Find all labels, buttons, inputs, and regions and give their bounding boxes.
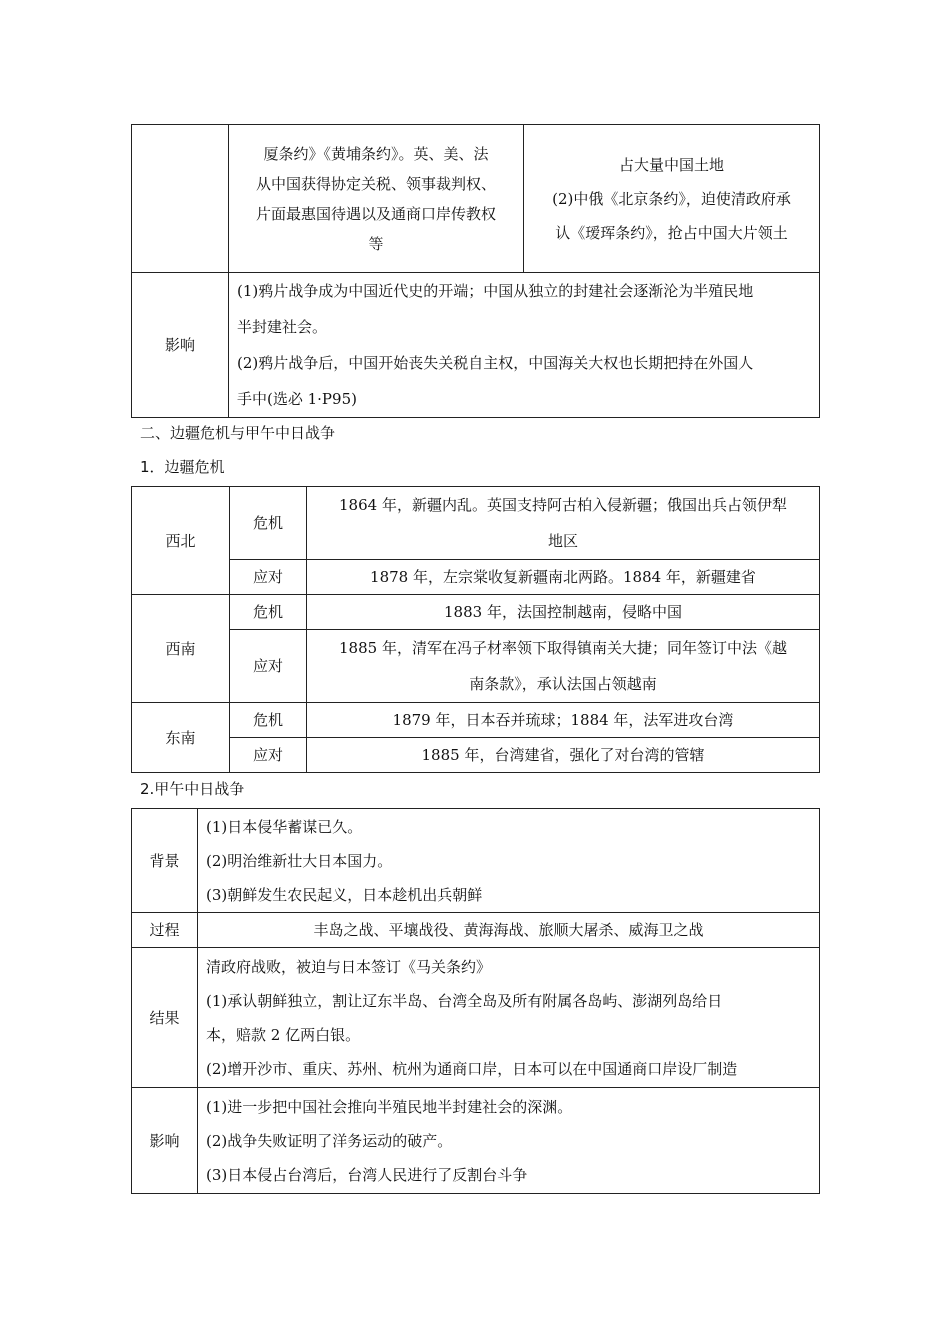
- row-label-background: 背景: [132, 809, 198, 913]
- row-label-process: 过程: [132, 913, 198, 948]
- text-line: 占大量中国土地: [618, 155, 724, 174]
- table-row: [132, 948, 820, 1088]
- text-line: 1885 年，清军在冯子材率领下取得镇南关大捷；同年签订中法《越: [339, 639, 787, 657]
- text-line: (2)鸦片战争后，中国开始丧失关税自主权，中国海关大权也长期把持在外国人: [237, 354, 754, 372]
- content-cell: [198, 1088, 820, 1194]
- text-line: 地区: [547, 532, 578, 550]
- content-cell: [198, 948, 820, 1088]
- text-line: (2)增开沙市、重庆、苏州、杭州为通商口岸，日本可以在中国通商口岸设厂制造: [206, 1059, 738, 1078]
- content-cell: 1878 年，左宗棠收复新疆南北两路。1884 年，新疆建省: [307, 560, 820, 595]
- frontier-crisis-table: [131, 486, 820, 773]
- text-line: 等: [368, 234, 384, 253]
- content-cell: [198, 809, 820, 913]
- subsection-heading-frontier: 1．边疆危机: [140, 458, 225, 476]
- treaty-cell-b: [524, 125, 820, 273]
- content-cell: 1879 年，日本吞并琉球；1884 年，法军进攻台湾: [307, 703, 820, 738]
- region-southwest: 西南: [132, 595, 230, 703]
- subsection-heading-war: 2.甲午中日战争: [140, 780, 245, 798]
- table-row: [132, 913, 820, 948]
- opium-war-table: [131, 124, 820, 418]
- content-cell: 1883 年，法国控制越南，侵略中国: [307, 595, 820, 630]
- type-cell: 应对: [230, 560, 307, 595]
- table-row: [132, 273, 820, 418]
- treaty-cell-a: [229, 125, 524, 273]
- row-label-influence: 影响: [132, 273, 229, 418]
- section-heading: 二、边疆危机与甲午中日战争: [140, 424, 336, 442]
- influence-cell: [229, 273, 820, 418]
- text-line: (2)战争失败证明了洋务运动的破产。: [206, 1131, 453, 1150]
- text-line: (1)承认朝鲜独立，割让辽东半岛、台湾全岛及所有附属各岛屿、澎湖列岛给日: [206, 991, 723, 1010]
- text-line: 厦条约》《黄埔条约》。英、美、法: [263, 144, 489, 163]
- text-line: (2)明治维新壮大日本国力。: [206, 851, 393, 870]
- type-cell: 危机: [230, 595, 307, 630]
- row-label-result: 结果: [132, 948, 198, 1088]
- text-line: 半封建社会。: [237, 318, 328, 336]
- text-line: (1)日本侵华蓄谋已久。: [206, 817, 363, 836]
- region-southeast: 东南: [132, 703, 230, 773]
- text-line: (1)鸦片战争成为中国近代史的开端；中国从独立的封建社会逐渐沦为半殖民地: [237, 282, 754, 300]
- table-row: [132, 809, 820, 913]
- text-line: 南条款》，承认法国占领越南: [469, 675, 657, 693]
- table-row: [132, 703, 820, 738]
- text-line: 1864 年，新疆内乱。英国支持阿古柏入侵新疆；俄国出兵占领伊犁: [339, 496, 787, 514]
- table-row: [132, 560, 820, 595]
- table-row: [132, 125, 820, 273]
- text-line: 清政府战败，被迫与日本签订《马关条约》: [206, 957, 492, 976]
- table-row: [132, 487, 820, 560]
- content-cell: 丰岛之战、平壤战役、黄海海战、旅顺大屠杀、威海卫之战: [198, 913, 820, 948]
- type-cell: 应对: [230, 738, 307, 773]
- text-line: (3)朝鲜发生农民起义，日本趁机出兵朝鲜: [206, 885, 483, 904]
- table-row: [132, 595, 820, 630]
- text-line: 本，赔款 2 亿两白银。: [206, 1025, 361, 1044]
- text-line: 从中国获得协定关税、领事裁判权、: [255, 174, 496, 193]
- content-cell: [307, 630, 820, 703]
- text-line: (3)日本侵占台湾后，台湾人民进行了反割台斗争: [206, 1165, 528, 1184]
- text-line: 认《瑷珲条约》，抢占中国大片领土: [555, 223, 788, 242]
- row-label-cell: [132, 125, 229, 273]
- sino-japanese-war-table: [131, 808, 820, 1194]
- content-cell: 1885 年，台湾建省，强化了对台湾的管辖: [307, 738, 820, 773]
- table-row: [132, 630, 820, 703]
- text-line: (1)进一步把中国社会推向半殖民地半封建社会的深渊。: [206, 1097, 573, 1116]
- text-line: 片面最惠国待遇以及通商口岸传教权: [255, 204, 496, 223]
- row-label-influence: 影响: [132, 1088, 198, 1194]
- table-row: [132, 738, 820, 773]
- type-cell: 应对: [230, 630, 307, 703]
- text-line: 手中(选必 1·P95): [237, 390, 357, 408]
- content-cell: [307, 487, 820, 560]
- region-northwest: 西北: [132, 487, 230, 595]
- type-cell: 危机: [230, 703, 307, 738]
- text-line: (2)中俄《北京条约》，迫使清政府承: [552, 189, 791, 208]
- type-cell: 危机: [230, 487, 307, 560]
- table-row: [132, 1088, 820, 1194]
